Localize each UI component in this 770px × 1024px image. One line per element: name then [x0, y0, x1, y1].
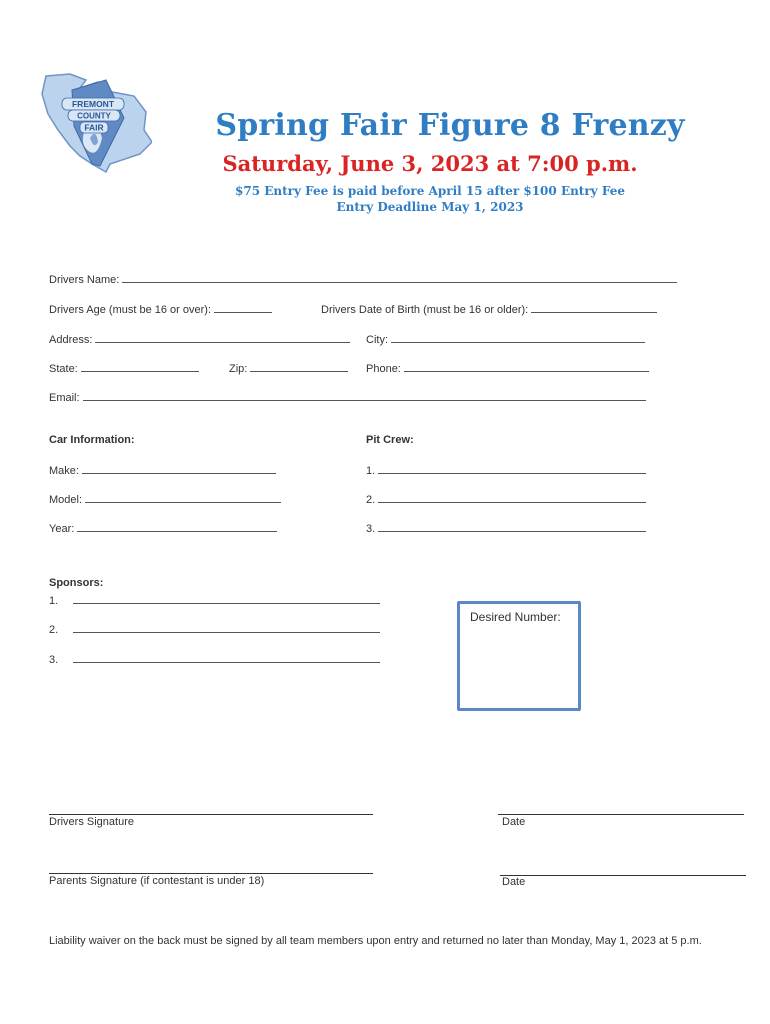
pit-crew-3-line[interactable]: [378, 521, 646, 532]
sponsor-1-field[interactable]: [49, 593, 380, 607]
pit-crew-1-label: 1.: [366, 465, 376, 477]
parents-signature-line[interactable]: [49, 873, 373, 874]
date-label-1: Date: [502, 816, 526, 828]
pit-crew-heading: Pit Crew:: [366, 434, 414, 446]
drivers-age-label: Drivers Age (must be 16 or over):: [49, 304, 212, 316]
city-label: City:: [366, 334, 388, 346]
sponsor-2-label: 2.: [49, 624, 59, 636]
car-model-field[interactable]: [49, 492, 281, 506]
drivers-name-field[interactable]: [49, 272, 677, 286]
car-make-line[interactable]: [82, 463, 276, 474]
car-model-line[interactable]: [85, 492, 281, 503]
desired-number-label: Desired Number:: [470, 610, 561, 624]
pit-crew-1-line[interactable]: [378, 463, 646, 474]
state-label: State:: [49, 363, 78, 375]
car-model-label: Model:: [49, 494, 83, 506]
date-line-1[interactable]: [498, 814, 744, 815]
car-info-heading: Car Information:: [49, 434, 135, 446]
drivers-age-field[interactable]: [49, 302, 272, 316]
date-label-2: Date: [502, 876, 526, 888]
date-line-2[interactable]: [500, 875, 746, 876]
car-year-field[interactable]: [49, 521, 277, 535]
city-field[interactable]: [366, 332, 645, 346]
drivers-dob-field[interactable]: [321, 302, 657, 316]
pit-crew-3-label: 3.: [366, 523, 376, 535]
pit-crew-1-field[interactable]: [366, 463, 646, 477]
drivers-name-label: Drivers Name:: [49, 274, 120, 286]
svg-text:FAIR: FAIR: [84, 122, 104, 133]
sponsor-1-label: 1.: [49, 595, 59, 607]
email-line[interactable]: [83, 390, 646, 401]
entry-fee-text: $75 Entry Fee is paid before April 15 after $100 Entry Fee: [235, 184, 625, 198]
sponsor-2-line[interactable]: [73, 622, 380, 633]
address-line[interactable]: [95, 332, 350, 343]
svg-text:FREMONT: FREMONT: [71, 99, 115, 109]
pit-crew-2-line[interactable]: [378, 492, 646, 503]
zip-label: Zip:: [229, 363, 248, 375]
phone-line[interactable]: [404, 361, 649, 372]
fair-logo: [40, 72, 152, 174]
zip-line[interactable]: [250, 361, 348, 372]
phone-field[interactable]: [366, 361, 649, 375]
drivers-signature-label: Drivers Signature: [49, 816, 134, 828]
address-field[interactable]: [49, 332, 350, 346]
page-title: Spring Fair Figure 8 Frenzy: [215, 108, 685, 143]
drivers-age-line[interactable]: [214, 302, 272, 313]
car-make-label: Make:: [49, 465, 79, 477]
pit-crew-2-label: 2.: [366, 494, 376, 506]
email-field[interactable]: [49, 390, 646, 404]
svg-text:COUNTY: COUNTY: [77, 111, 111, 121]
drivers-dob-line[interactable]: [531, 302, 657, 313]
drivers-dob-label: Drivers Date of Birth (must be 16 or older):: [321, 304, 529, 316]
phone-label: Phone:: [366, 363, 401, 375]
address-label: Address:: [49, 334, 93, 346]
sponsors-heading: Sponsors:: [49, 577, 104, 589]
state-line[interactable]: [81, 361, 199, 372]
zip-field[interactable]: [229, 361, 348, 375]
drivers-name-line[interactable]: [122, 272, 677, 283]
event-date: Saturday, June 3, 2023 at 7:00 p.m.: [222, 151, 638, 176]
car-make-field[interactable]: [49, 463, 276, 477]
sponsor-2-field[interactable]: [49, 622, 380, 636]
fremont-county-logo-icon: [40, 72, 152, 174]
sponsor-1-line[interactable]: [73, 593, 380, 604]
drivers-signature-line[interactable]: [49, 814, 373, 815]
pit-crew-3-field[interactable]: [366, 521, 646, 535]
sponsor-3-line[interactable]: [73, 652, 380, 663]
entry-deadline-text: Entry Deadline May 1, 2023: [336, 200, 524, 214]
email-label: Email:: [49, 392, 80, 404]
sponsor-3-field[interactable]: [49, 652, 380, 666]
city-line[interactable]: [391, 332, 645, 343]
liability-waiver-note: Liability waiver on the back must be signed by all team members upon entry and returned no later than Monday, May 1, 2023 at 5 p.m.: [49, 935, 702, 947]
parents-signature-label: Parents Signature (if contestant is under 18): [49, 875, 265, 887]
car-year-line[interactable]: [77, 521, 277, 532]
pit-crew-2-field[interactable]: [366, 492, 646, 506]
sponsor-3-label: 3.: [49, 654, 59, 666]
car-year-label: Year:: [49, 523, 75, 535]
state-field[interactable]: [49, 361, 199, 375]
desired-number-box[interactable]: [457, 601, 581, 711]
